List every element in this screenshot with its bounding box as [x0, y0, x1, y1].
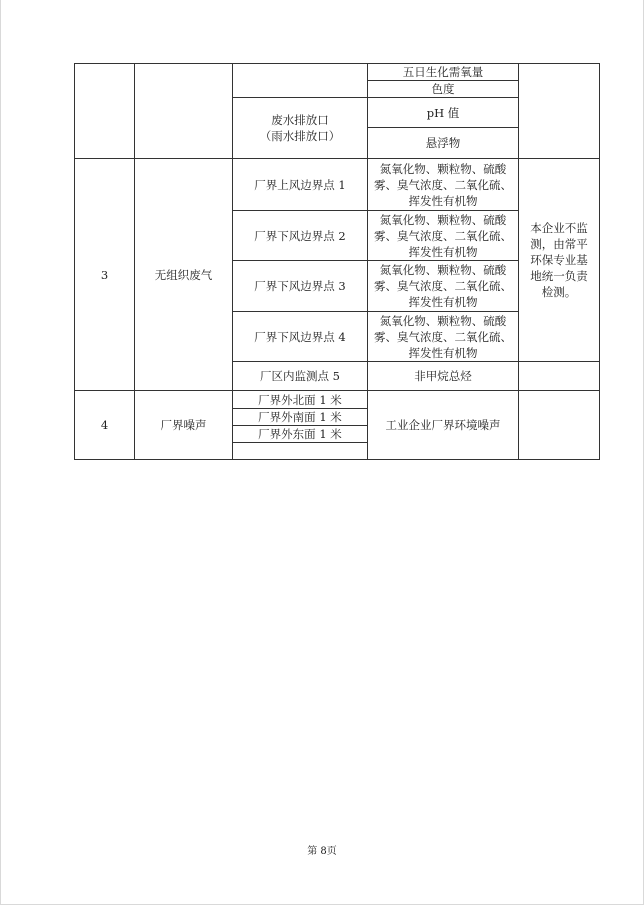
row4-category: 厂界噪声 [160, 418, 207, 432]
air-items-1-line2: 雾、臭气浓度、二氧化硫、 [374, 177, 512, 192]
air-items-4-line1: 氮氧化物、颗粒物、硫酸 [379, 313, 507, 328]
air-point-4: 厂界下风边界点 4 [254, 329, 346, 344]
air-items-2-line1: 氮氧化物、颗粒物、硫酸 [379, 212, 507, 227]
row4-item: 工业企业厂界环境噪声 [385, 418, 501, 432]
noise-point-south: 厂界外南面 1 米 [258, 410, 342, 424]
air-items-1 [368, 159, 518, 210]
air-items-4 [368, 312, 518, 361]
item-ph: pH 值 [426, 105, 460, 120]
air-items-4-line3: 挥发性有机物 [408, 345, 478, 360]
wastewater-outlet-point [233, 98, 367, 158]
air-items-2-line3: 挥发性有机物 [408, 244, 478, 259]
noise-point-blank [233, 443, 367, 459]
air-item-5: 非甲烷总烃 [414, 369, 472, 383]
noise-point-east: 厂界外东面 1 米 [258, 427, 342, 441]
wastewater-outlet-line2: （雨水排放口） [259, 129, 341, 143]
item-bod5: 五日生化需氧量 [402, 65, 484, 79]
row3-note [519, 159, 599, 361]
wastewater-outlet-line1: 废水排放口 [271, 113, 329, 127]
air-items-3-line1: 氮氧化物、颗粒物、硫酸 [379, 263, 507, 277]
air-items-1-line1: 氮氧化物、颗粒物、硫酸 [379, 161, 507, 176]
row4-number: 4 [100, 418, 109, 432]
air-point-2: 厂界下风边界点 2 [254, 228, 346, 243]
air-point-5: 厂区内监测点 5 [260, 369, 340, 383]
air-items-3-line2: 雾、臭气浓度、二氧化硫、 [374, 279, 512, 293]
item-suspended-solids: 悬浮物 [425, 136, 461, 150]
note-line4: 地统一负责 [530, 269, 588, 283]
air-point-3: 厂界下风边界点 3 [254, 279, 346, 293]
note-line1: 本企业不监 [530, 221, 588, 235]
air-items-3-line3: 挥发性有机物 [408, 295, 478, 309]
noise-point-north: 厂界外北面 1 米 [258, 392, 342, 407]
item-color: 色度 [431, 82, 455, 96]
air-items-1-line3: 挥发性有机物 [408, 193, 478, 208]
note-line2: 测，由常平 [530, 237, 588, 251]
air-items-3 [368, 261, 518, 311]
air-items-2 [368, 211, 518, 260]
air-point-1: 厂界上风边界点 1 [254, 177, 346, 192]
air-items-4-line2: 雾、臭气浓度、二氧化硫、 [374, 329, 512, 344]
air-items-2-line2: 雾、臭气浓度、二氧化硫、 [374, 228, 512, 243]
row3-category: 无组织废气 [154, 267, 213, 282]
page-number: 第 8页 [307, 846, 337, 857]
note-line3: 环保专业基 [530, 253, 588, 267]
row3-number: 3 [100, 267, 109, 282]
note-line5: 检测。 [541, 285, 577, 299]
